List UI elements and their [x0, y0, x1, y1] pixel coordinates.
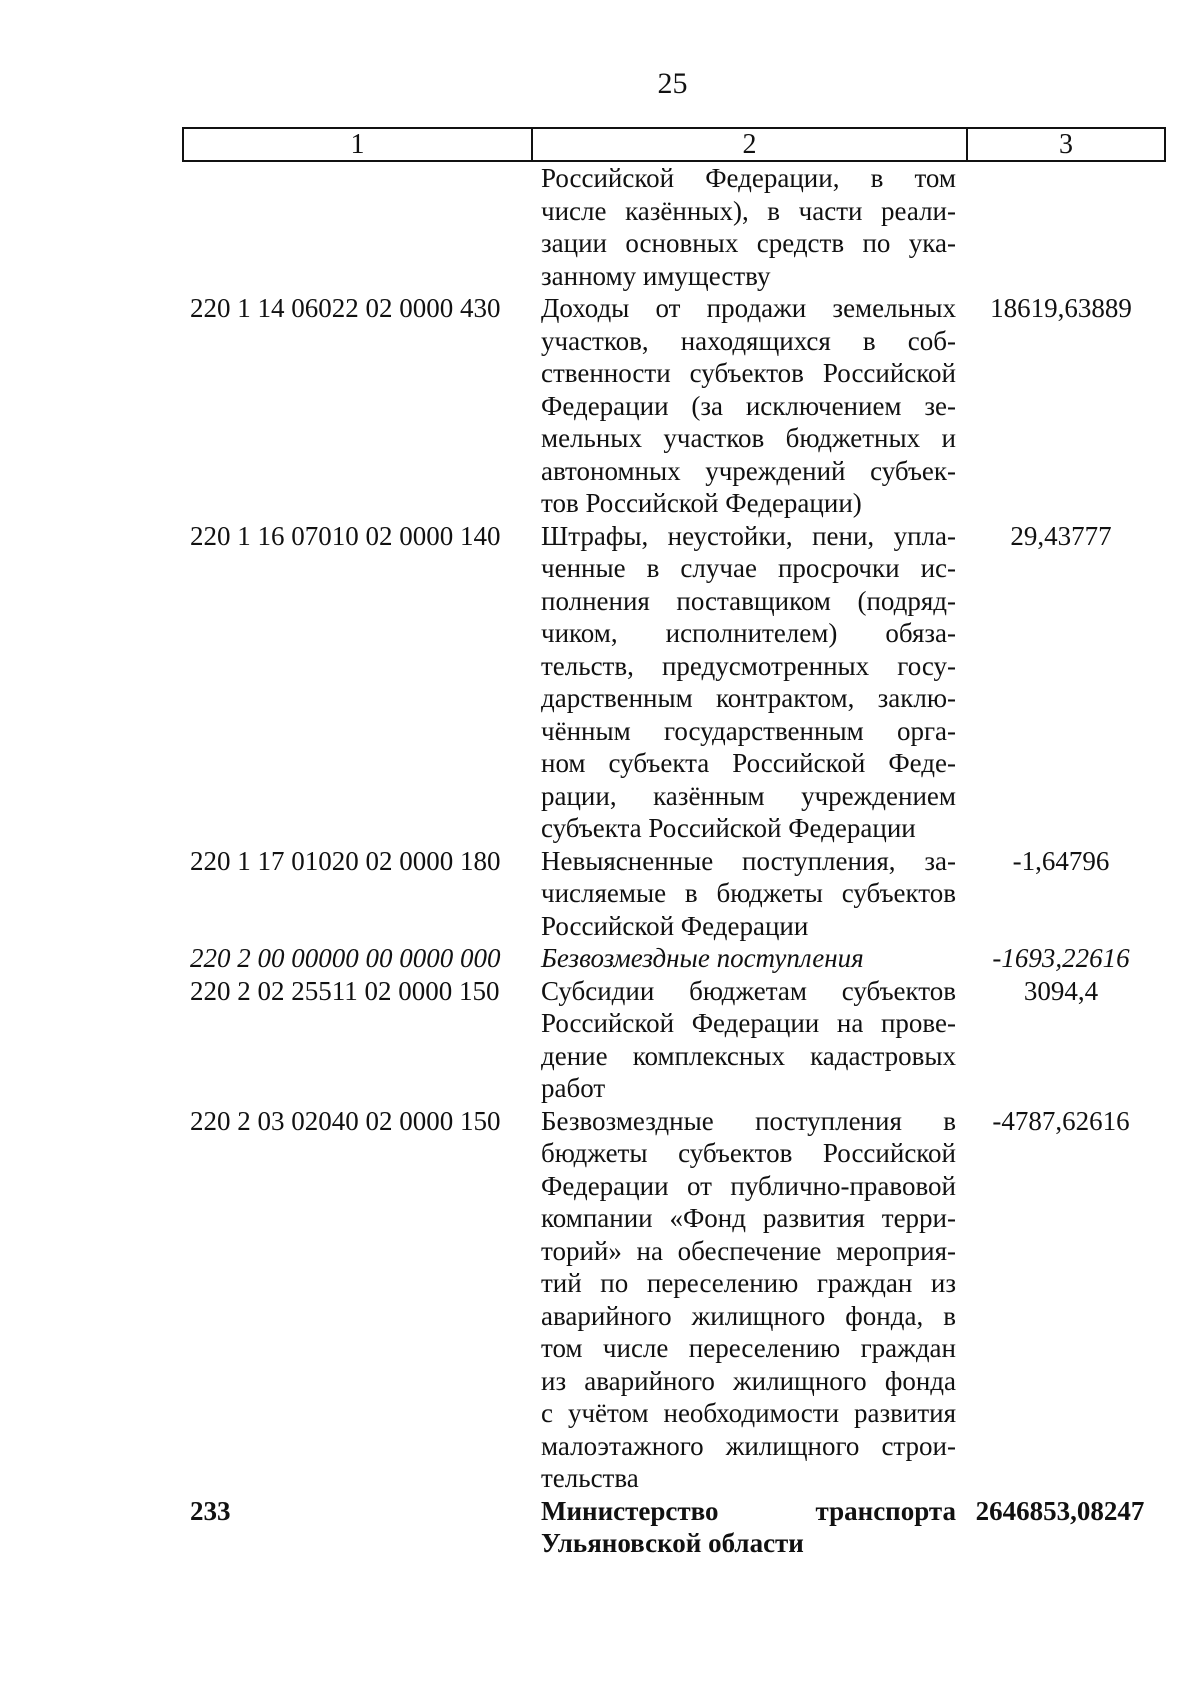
- amount-value: 18619,63889: [990, 293, 1132, 323]
- table-row: [0, 1495, 1200, 1560]
- description-line: из аварийного жилищного фонда: [541, 1365, 956, 1396]
- description-line: Доходы от продажи земельных: [541, 293, 956, 323]
- description-line: чиком, исполнителем) обяза-: [541, 618, 956, 648]
- table-row: [0, 162, 1200, 292]
- description-line: Российской Федерации на прове-: [541, 1008, 956, 1038]
- description-line: дарственным контрактом, заклю-: [541, 683, 956, 713]
- description-line: Министерство транспорта: [541, 1495, 956, 1526]
- description-line: чённым государственным орга-: [541, 715, 956, 746]
- revenue-description: [541, 162, 956, 292]
- revenue-description: [541, 975, 956, 1105]
- budget-code: 220 2 00 00000 00 0000 000: [190, 943, 501, 973]
- amount-value: 2646853,08247: [975, 1495, 1145, 1526]
- description-line: Российской Федерации: [541, 910, 809, 941]
- description-line: числяемые в бюджеты субъектов: [541, 878, 956, 908]
- description-line: рации, казённым учреждением: [541, 780, 956, 811]
- description-line: занному имуществу: [541, 260, 771, 291]
- description-line: участков, находящихся в соб-: [541, 325, 956, 356]
- table-row: [0, 845, 1200, 943]
- description-line: малоэтажного жилищного строи-: [541, 1430, 956, 1461]
- description-line: числе казённых), в части реали-: [541, 195, 956, 226]
- description-line: субъекта Российской Федерации: [541, 813, 916, 843]
- description-line: мельных участков бюджетных и: [541, 423, 956, 453]
- header-cell-code: 1: [184, 129, 533, 160]
- description-line: ном субъекта Российской Феде-: [541, 748, 956, 778]
- table-row: [0, 292, 1200, 520]
- description-line: Федерации от публично-правовой: [541, 1170, 956, 1201]
- page-number: 25: [657, 67, 688, 100]
- table-row: [0, 520, 1200, 845]
- description-line: торий» на обеспечение мероприя-: [541, 1235, 956, 1266]
- description-line: полнения поставщиком (подряд-: [541, 585, 956, 616]
- amount-value: -1,64796: [1012, 845, 1110, 876]
- table-row: [0, 1105, 1200, 1495]
- revenue-description: [541, 292, 956, 520]
- amount-value: 3094,4: [1023, 975, 1099, 1006]
- table-body: [0, 162, 1200, 1560]
- description-line: ственности субъектов Российской: [541, 358, 956, 388]
- budget-code: 233: [190, 1495, 231, 1526]
- description-line: работ: [541, 1073, 606, 1103]
- description-line: автономных учреждений субъек-: [541, 455, 956, 486]
- description-line: тий по переселению граждан из: [541, 1268, 956, 1298]
- description-line: Субсидии бюджетам субъектов: [541, 975, 956, 1006]
- description-line: бюджеты субъектов Российской: [541, 1138, 956, 1168]
- table-row: [0, 975, 1200, 1105]
- description-line: с учётом необходимости развития: [541, 1398, 956, 1428]
- description-line: дение комплексных кадастровых: [541, 1040, 956, 1071]
- description-line: Ульяновской области: [541, 1528, 804, 1558]
- description-line: Невыясненные поступления, за-: [541, 845, 956, 876]
- budget-code: 220 1 14 06022 02 0000 430: [190, 293, 501, 323]
- header-cell-description: 2: [533, 129, 968, 160]
- budget-code: 220 2 02 25511 02 0000 150: [190, 975, 500, 1006]
- revenue-description: [541, 942, 956, 975]
- description-line: Безвозмездные поступления: [541, 943, 864, 973]
- revenue-description: [541, 1495, 956, 1560]
- description-line: Федерации (за исключением зе-: [541, 390, 956, 421]
- budget-code: 220 1 17 01020 02 0000 180: [190, 845, 501, 876]
- description-line: Российской Федерации, в том: [541, 163, 956, 193]
- description-line: ченные в случае просрочки ис-: [541, 553, 956, 583]
- description-line: том числе переселению граждан: [541, 1333, 956, 1363]
- header-cell-amount: 3: [1059, 129, 1073, 160]
- amount-value: 29,43777: [1010, 520, 1112, 551]
- amount-value: -4787,62616: [992, 1105, 1130, 1136]
- description-line: тов Российской Федерации): [541, 488, 862, 518]
- description-line: аварийного жилищного фонда, в: [541, 1300, 956, 1331]
- budget-code: 220 2 03 02040 02 0000 150: [190, 1105, 501, 1136]
- revenue-description: [541, 520, 956, 845]
- description-line: компании «Фонд развития терри-: [541, 1203, 956, 1233]
- revenue-description: [541, 845, 956, 943]
- amount-value: -1693,22616: [992, 943, 1130, 973]
- description-line: тельства: [541, 1463, 639, 1493]
- revenue-description: [541, 1105, 956, 1495]
- description-line: Безвозмездные поступления в: [541, 1105, 956, 1136]
- budget-code: 220 1 16 07010 02 0000 140: [190, 520, 501, 551]
- description-line: Штрафы, неустойки, пени, упла-: [541, 520, 956, 551]
- description-line: тельств, предусмотренных госу-: [541, 650, 956, 681]
- table-row: [0, 942, 1200, 975]
- description-line: зации основных средств по ука-: [541, 228, 956, 258]
- table-header: [182, 127, 1166, 162]
